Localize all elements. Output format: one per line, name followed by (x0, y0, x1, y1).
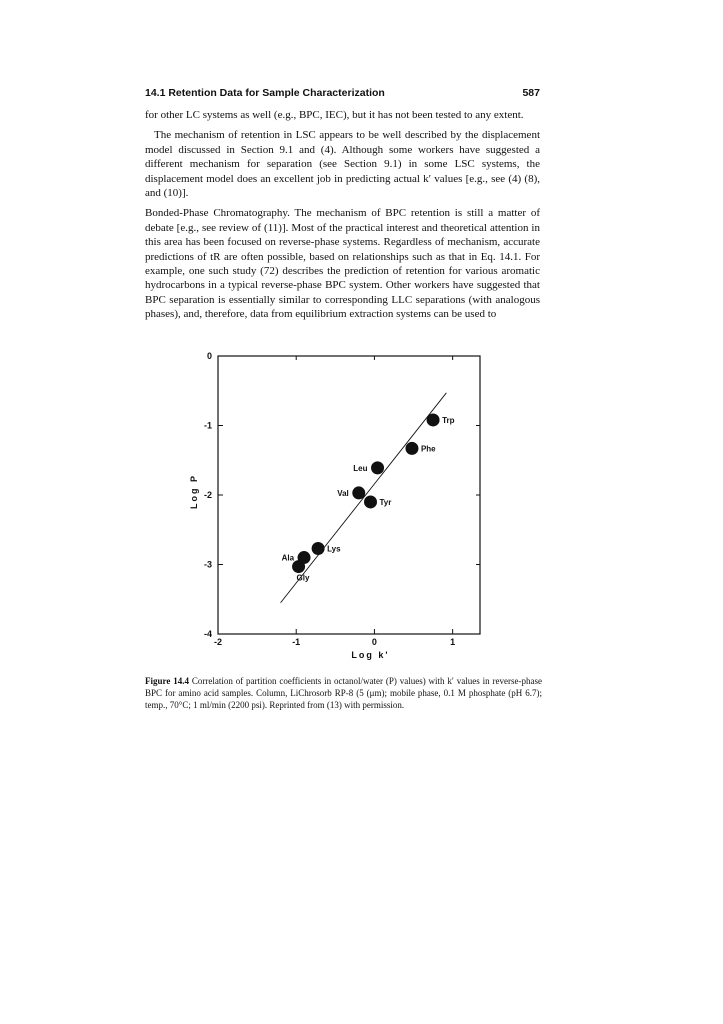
paragraph: for other LC systems as well (e.g., BPC, IEC), but it has not been tested to any extent. (145, 109, 524, 121)
x-tick-label: 1 (450, 637, 456, 647)
x-tick-label: 0 (371, 637, 377, 647)
point-label: Lys (327, 544, 341, 554)
log-p-vs-log-k-chart (188, 346, 488, 666)
y-tick-label: -4 (203, 629, 212, 639)
data-point (352, 486, 365, 499)
y-tick-label: 0 (206, 351, 212, 361)
point-label: Trp (442, 415, 455, 425)
caption-label: Figure 14.4 (145, 676, 189, 686)
x-axis-label: Log k' (351, 650, 390, 660)
y-tick-label: -3 (203, 559, 212, 570)
y-tick-label: -2 (203, 490, 212, 500)
plot-frame (218, 356, 480, 634)
data-point (427, 413, 440, 426)
point-label: Ala (281, 553, 295, 563)
point-label: Phe (420, 444, 436, 454)
data-point (371, 461, 384, 474)
data-point (364, 495, 377, 508)
data-point (292, 560, 305, 573)
y-tick-label: -1 (203, 420, 212, 431)
paragraph: Bonded-Phase Chromatography. The mechanism of BPC retention is still a matter of debate [e.g., see review of (11)]. Most of the practical interest and theoretical attention in this area has been focused on reverse-phase systems. Regardless of mechanism, accurate predictions of tR are often possible, based on relationships such as that in Eq. 14.1. For example, one such study (72) describes the prediction of retention for various aromatic hydrocarbons in a typical reverse-phase BPC system. Other workers have suggested that BPC separation is essentially similar to corresponding LLC separations (with analogous phases), and, therefore, data from equilibrium extraction systems can be used to (145, 207, 540, 321)
data-point (405, 442, 418, 455)
header-title: 14.1 Retention Data for Sample Characterization (145, 87, 385, 99)
point-label: Val (337, 488, 349, 498)
y-axis-label: Log P (189, 474, 199, 510)
point-label: Leu (353, 463, 368, 473)
fit-line (281, 393, 447, 603)
point-label: Gly (296, 573, 310, 583)
running-header (145, 87, 540, 99)
page-number: 587 (522, 87, 540, 99)
data-point (312, 542, 325, 555)
point-label: Tyr (379, 497, 392, 507)
caption-text: Correlation of partition coefficients in octanol/water (P) values) with k′ values in reverse-phase BPC for amino acid samples. Column, LiChrosorb RP-8 (5 (μm); mobile phase, 0.1 M phosphate (pH 6.7); temp., 70°C; 1 ml/min (2200 psi). Reprinted from (13) with permission. (145, 676, 542, 710)
figure-caption (145, 675, 542, 711)
paragraph: The mechanism of retention in LSC appears to be well described by the displacement model discussed in Section 9.1 and (4). Although some workers have suggested a different mechanism for separation (see Section 9.1) in some LSC systems, the displacement model does an excellent job in predicting actual k′ values [e.g., see (4) (8), and (10)]. (145, 129, 540, 200)
x-tick-label: -1 (292, 637, 301, 647)
x-tick-label: -2 (213, 637, 223, 647)
body-text (145, 108, 540, 328)
